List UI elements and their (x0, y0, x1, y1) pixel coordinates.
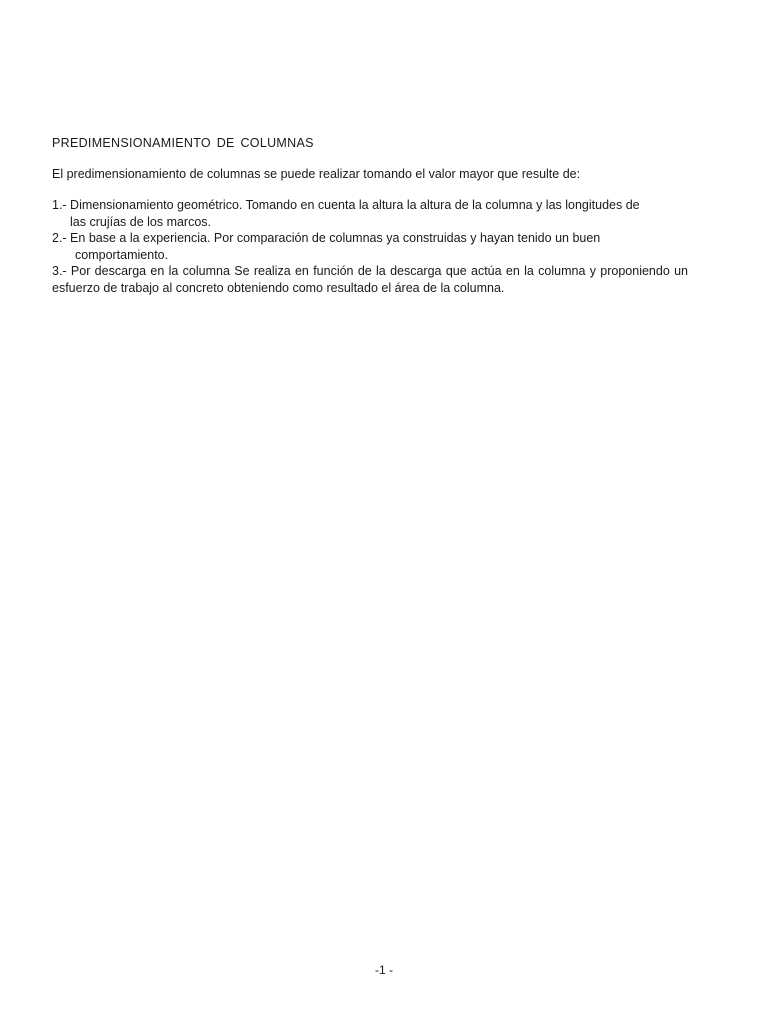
list-item-2-line-2: comportamiento. (75, 247, 169, 262)
list-item-2 (52, 230, 688, 263)
section-title: PREDIMENSIONAMIENTO DE COLUMNAS (52, 136, 314, 150)
page-number: -1 - (375, 963, 393, 977)
list-item-1 (52, 197, 688, 230)
criteria-list (52, 197, 688, 296)
list-item-3: 3.- Por descarga en la columna Se realiza en función de la descarga que actúa en la columna y proponiendo un esfuerzo de trabajo al concreto obteniendo como resultado el área de la columna. (52, 264, 688, 295)
list-item-1-line-1: 1.- Dimensionamiento geométrico. Tomando en cuenta la altura la altura de la columna y las longitudes de (52, 198, 640, 212)
intro-paragraph: El predimensionamiento de columnas se puede realizar tomando el valor mayor que resulte de: (52, 167, 581, 181)
list-item-2-line-1: 2.- En base a la experiencia. Por comparación de columnas ya construidas y hayan tenido un buen (52, 231, 601, 245)
list-item-1-line-2: las crujías de los marcos. (70, 214, 212, 229)
